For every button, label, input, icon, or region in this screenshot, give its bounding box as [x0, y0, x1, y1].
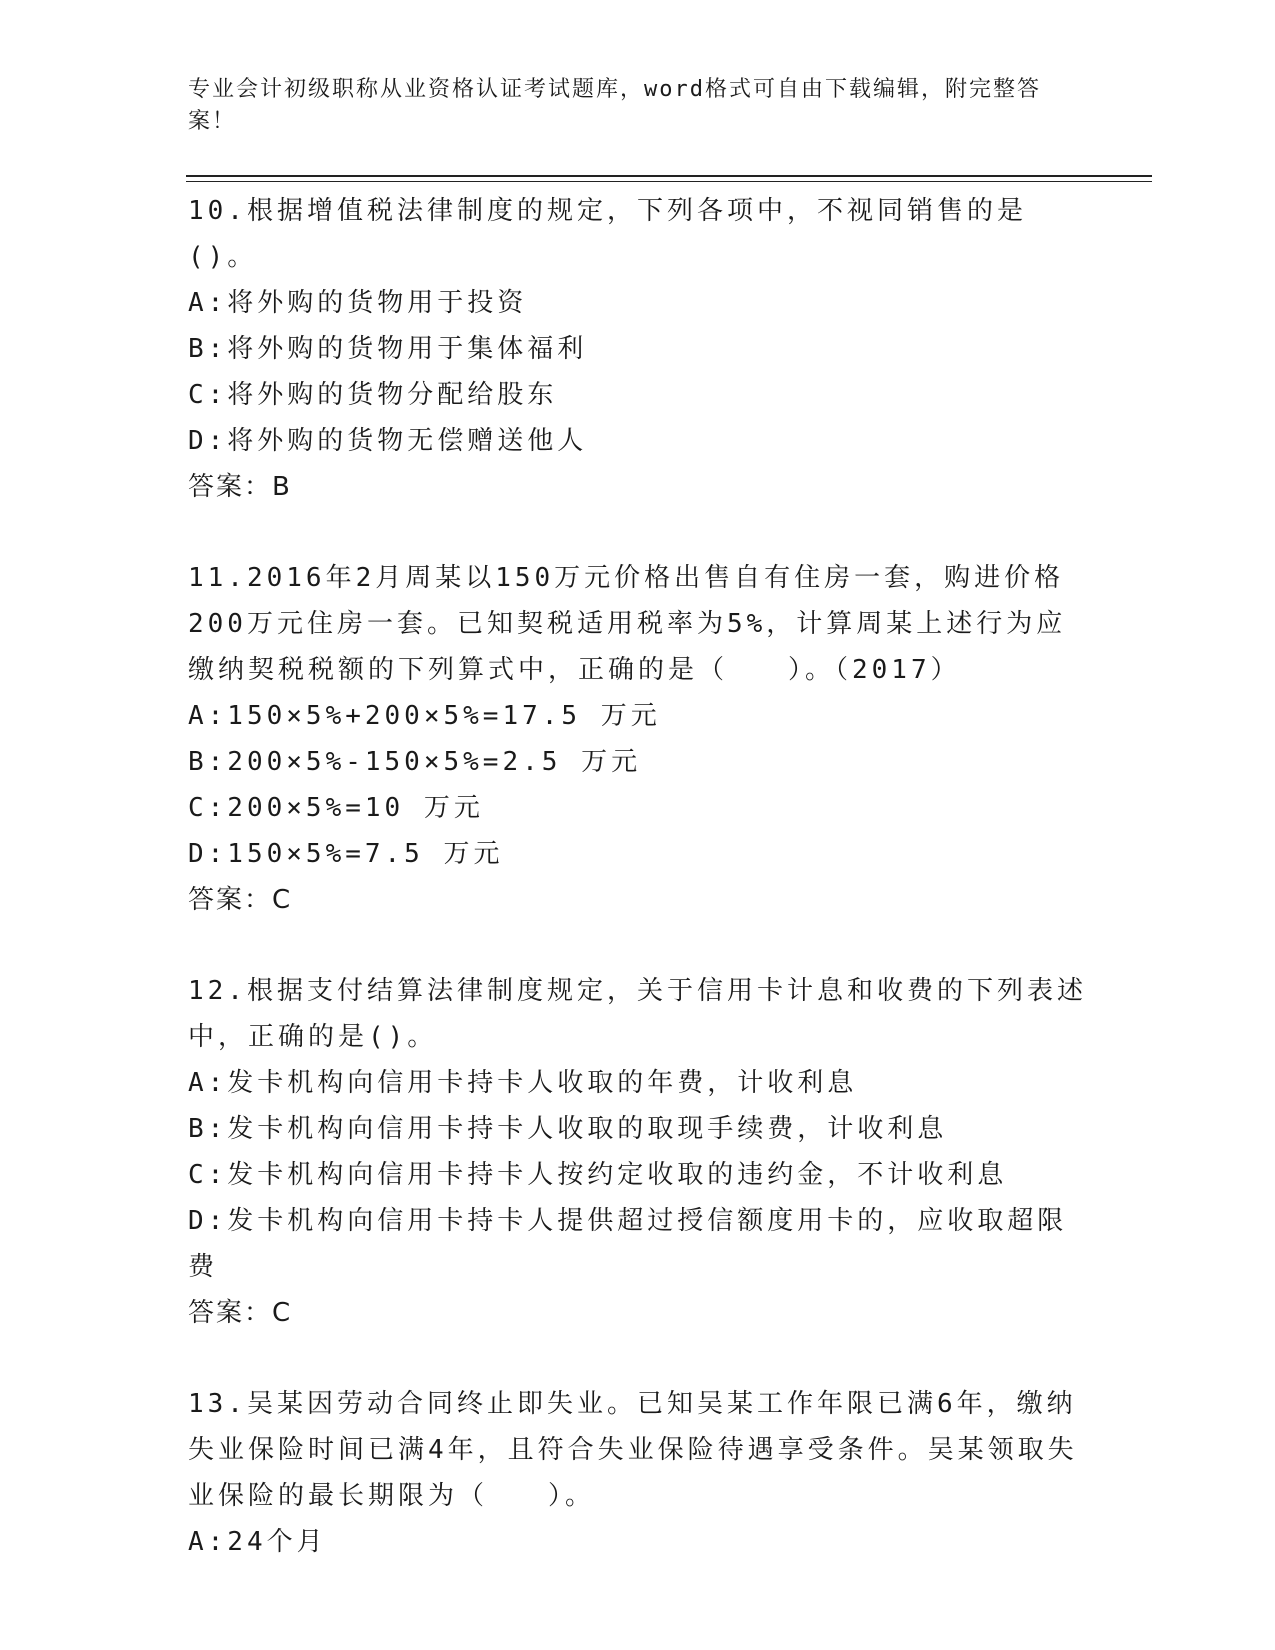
document-header: 专业会计初级职称从业资格认证考试题库，word格式可自由下载编辑，附完整答案！	[188, 77, 1041, 134]
question-stem: 13.吴某因劳动合同终止即失业。已知吴某工作年限已满6年，缴纳失业保险时间已满4年，且符合失业保险待遇享受条件。吴某领取失业保险的最长期限为（ ）。	[188, 1389, 1078, 1511]
option-b: B:200×5%-150×5%=2.5 万元	[188, 747, 642, 777]
option-a: A:将外购的货物用于投资	[188, 288, 528, 318]
option-b: B:将外购的货物用于集体福利	[188, 334, 588, 364]
question-stem: 12.根据支付结算法律制度规定，关于信用卡计息和收费的下列表述中，正确的是()。	[188, 976, 1087, 1052]
header-divider	[186, 175, 1152, 177]
option-c: C:200×5%=10 万元	[188, 793, 484, 823]
option-c: C:发卡机构向信用卡持卡人按约定收取的违约金，不计收利息	[188, 1160, 1008, 1190]
answer: 答案：B	[188, 472, 292, 502]
question-12	[188, 968, 1088, 1336]
option-a: A:发卡机构向信用卡持卡人收取的年费，计收利息	[188, 1068, 858, 1098]
question-13	[188, 1381, 1088, 1565]
option-a: A:24个月	[188, 1527, 327, 1557]
option-d: D:150×5%=7.5 万元	[188, 839, 504, 869]
option-c: C:将外购的货物分配给股东	[188, 380, 558, 410]
question-stem: 11.2016年2月周某以150万元价格出售自有住房一套，购进价格200万元住房一套。已知契税适用税率为5%，计算周某上述行为应缴纳契税税额的下列算式中，正确的是（ ）。（2017）	[188, 563, 1067, 685]
question-11	[188, 555, 1088, 923]
answer: 答案：C	[188, 885, 293, 915]
option-b: B:发卡机构向信用卡持卡人收取的取现手续费，计收利息	[188, 1114, 948, 1144]
answer: 答案：C	[188, 1298, 293, 1328]
option-d: D:将外购的货物无偿赠送他人	[188, 426, 588, 456]
option-d: D:发卡机构向信用卡持卡人提供超过授信额度用卡的，应收取超限费	[188, 1206, 1068, 1282]
question-10	[188, 188, 1088, 510]
question-list	[188, 188, 1088, 1610]
question-stem: 10.根据增值税法律制度的规定，下列各项中，不视同销售的是()。	[188, 196, 1027, 272]
option-a: A:150×5%+200×5%=17.5 万元	[188, 701, 661, 731]
header-divider-thin	[186, 181, 1152, 182]
